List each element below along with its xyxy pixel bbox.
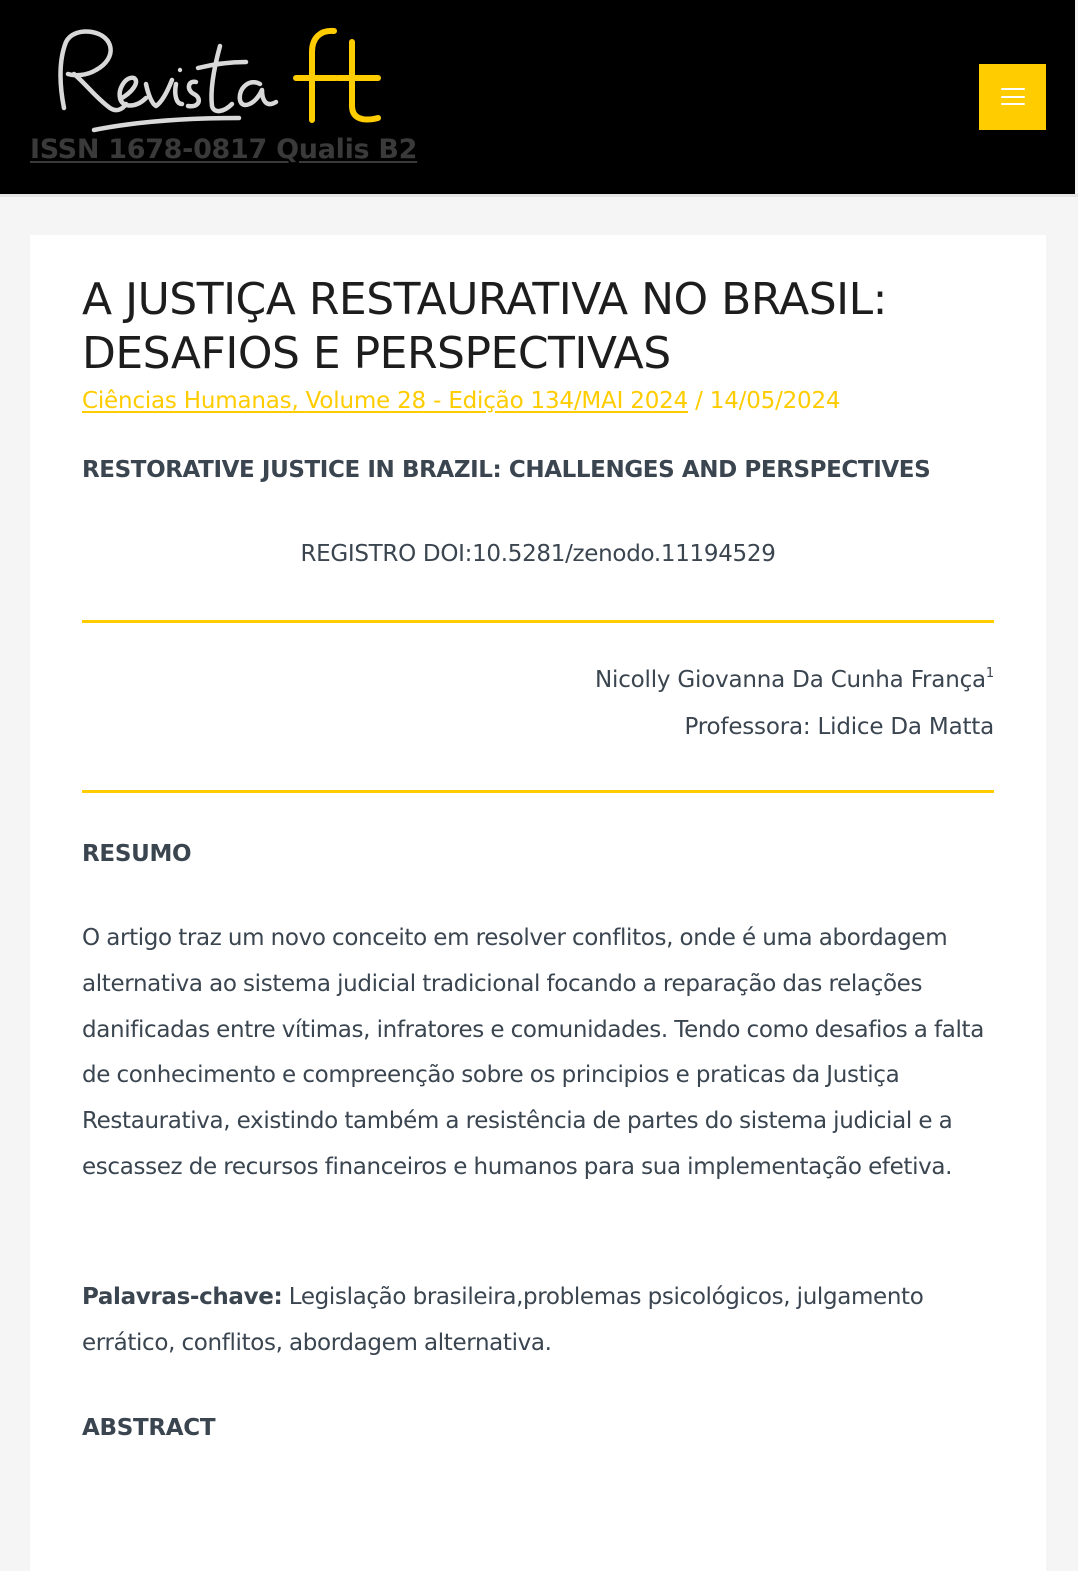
abstract-heading: ABSTRACT	[82, 1415, 216, 1441]
keywords-text: Legislação brasileira,problemas psicológicos, julgamento errático, conflitos, abordagem alternativa.	[82, 1284, 924, 1356]
main-menu-toggle-button[interactable]	[979, 64, 1046, 130]
article-title: A JUSTIÇA RESTAURATIVA NO BRASIL: DESAFIOS E PERSPECTIVAS	[82, 274, 887, 379]
professor-name: Professora: Lidice Da Matta	[684, 714, 994, 740]
resumo-heading: RESUMO	[82, 841, 192, 867]
author-footnote-marker[interactable]: 1	[985, 666, 994, 681]
doi-registration: REGISTRO DOI:10.5281/zenodo.11194529	[300, 541, 776, 567]
english-title: RESTORATIVE JUSTICE IN BRAZIL: CHALLENGES AND PERSPECTIVES	[82, 457, 931, 483]
edition-link[interactable]: Volume 28 - Edição 134/MAI 2024	[305, 388, 689, 414]
hamburger-menu-icon	[1001, 88, 1025, 106]
article-card	[30, 235, 1046, 1571]
category-separator[interactable]: ,	[291, 388, 306, 414]
revista-ft-logo-icon	[34, 18, 394, 140]
issn-qualis-link[interactable]: ISSN 1678-0817 Qualis B2	[30, 134, 418, 165]
divider-bottom	[82, 790, 994, 793]
header-border	[0, 194, 1078, 197]
author-name-text: Nicolly Giovanna Da Cunha França	[595, 667, 986, 693]
date-separator: /	[688, 388, 710, 414]
resumo-paragraph: O artigo traz um novo conceito em resolver conflitos, onde é uma abordagem alternativa ao sistema judicial tradicional focando a reparação das relações danificadas entre vítimas, infratores e comunidades. Tendo como desafios a falta de conhecimento e compreenção sobre os principios e praticas da Justiça Restaurativa, existindo também a resistência de partes do sistema judicial e a escassez de recursos financeiros e humanos para sua implementação efetiva.	[82, 925, 984, 1180]
keywords-label: Palavras-chave:	[82, 1284, 283, 1310]
category-link[interactable]: Ciências Humanas	[82, 388, 292, 414]
keywords-paragraph	[82, 1275, 1002, 1367]
divider-top	[82, 620, 994, 623]
site-logo[interactable]	[34, 18, 394, 140]
site-header	[0, 0, 1075, 194]
article-meta	[82, 388, 840, 414]
publish-date: 14/05/2024	[709, 388, 841, 414]
author-name	[595, 667, 994, 693]
